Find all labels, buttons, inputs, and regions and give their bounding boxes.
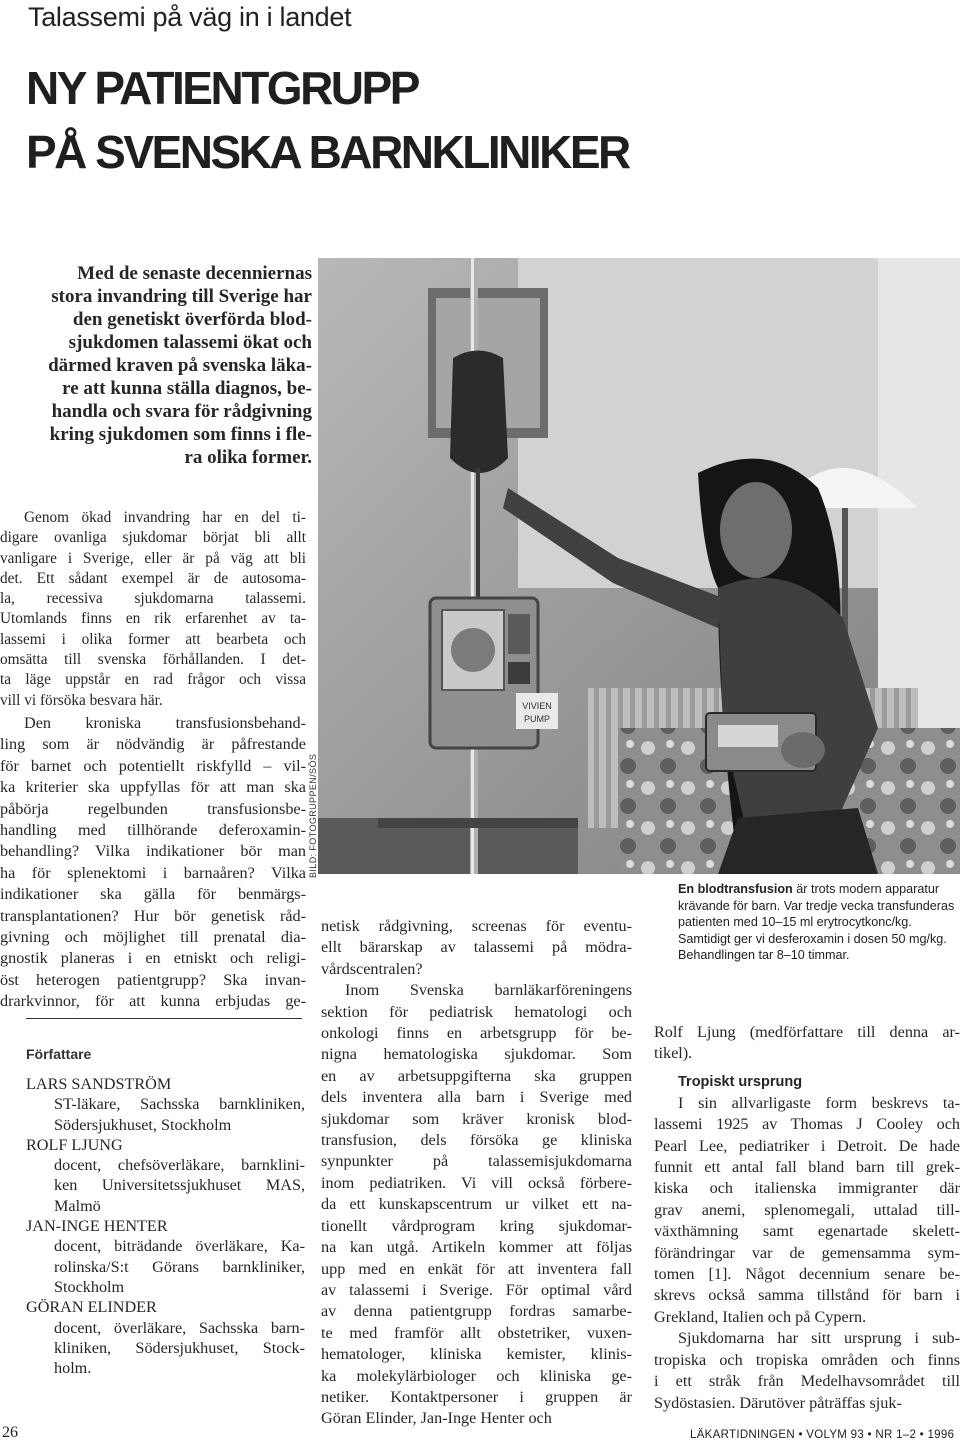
intro-line: det. Ett sådant exempel är de autosoma- xyxy=(0,569,306,587)
author-affiliation: holm. xyxy=(54,1359,92,1378)
col2-line: sektion för pediatrisk hematologi och xyxy=(321,1002,632,1021)
col2-line: nigna hematologiska sjukdomar. Som xyxy=(321,1045,632,1064)
author-list xyxy=(0,1074,305,1378)
author-affiliation: Malmö xyxy=(54,1196,101,1215)
lead-line: re att kunna ställa diagnos, be- xyxy=(62,378,312,399)
author-divider xyxy=(26,1018,302,1019)
col2-line: sjukdomar som kräver kronisk blod- xyxy=(321,1109,632,1128)
col1-line: handling med tillhörande deferoxamin- xyxy=(0,821,306,840)
intro-line: digare ovanliga sjukdomar börjat bli allt xyxy=(0,529,306,547)
page-number: 26 xyxy=(2,1424,18,1441)
col3body-line: I sin allvarligaste form beskrevs ta- xyxy=(678,1093,960,1112)
col1-line: gnostik planeras i en etniskt och religi- xyxy=(0,949,306,968)
col3body-line: växthämning samt egenartade skelett- xyxy=(654,1222,960,1241)
col1-line: transplantationen? Hur bör genetisk råd- xyxy=(0,906,306,925)
photo-credit: BILD: FOTOGRUPPEN/SÖS xyxy=(308,753,318,878)
col3body-line: förändringar var de gemensamma sym- xyxy=(654,1243,960,1262)
col3body-line: kiska och italienska immigranter där xyxy=(654,1179,960,1198)
intro-line: lassemi i olika former att bearbeta och xyxy=(0,630,306,648)
col2-line: upp med en enkät för att inventera fall xyxy=(321,1259,632,1278)
author-affiliation: rolinska/S:t Görans barnkliniker, xyxy=(54,1257,305,1276)
col3body-line: funnit ett antal fall bland barn till grek- xyxy=(654,1158,960,1177)
author-affiliation: docent, chefsöverläkare, barnklini- xyxy=(54,1156,305,1175)
caption-text: är trots modern apparatur krävande för barn. Var tredje vecka transfunderas patienten med 10–15 ml erytrocytkonc/kg. Samtidigt ger vi desferoxamin i dosen 50 mg/kg. Behandlingen tar 8–10 timmar. xyxy=(678,882,955,963)
author-affiliation: kliniken, Södersjukhuset, Stock- xyxy=(54,1338,305,1357)
col1-line: ling som är nödvändig är påfrestande xyxy=(0,735,306,754)
headline xyxy=(26,56,629,184)
lead-line: sjukdomen talassemi ökat och xyxy=(68,332,312,353)
kicker: Talassemi på väg in i landet xyxy=(28,2,352,32)
author-affiliation: Stockholm xyxy=(54,1277,125,1296)
intro-line: omsätta till svenska förhållanden. I det- xyxy=(0,651,306,669)
col3body-line: tomen [1]. Något decennium senare be- xyxy=(654,1265,960,1284)
authors-heading: Författare xyxy=(26,1046,92,1062)
col2-line: transfusion, dels försöka ge kliniska xyxy=(321,1131,632,1150)
intro-line: vanligare i Sverige, eller är på väg att bli xyxy=(0,549,306,567)
col1-line: givning och möjlighet till prenatal dia- xyxy=(0,928,306,947)
body-column-2 xyxy=(321,916,632,1430)
col3body-line: skrevs också samma tillstånd för barn i xyxy=(654,1286,960,1305)
col2-line: inom pediatriken. Vi vill också förbere- xyxy=(321,1173,632,1192)
lead-line: kring sjukdomen som finns i fle- xyxy=(49,424,312,445)
col1-line: ha för splenektomi i barnaåren? Vilka xyxy=(0,863,306,882)
pump-label-2: PUMP xyxy=(523,714,551,724)
author-affiliation: Södersjukhuset, Stockholm xyxy=(54,1115,232,1134)
col1-line: påbörja regelbunden transfusionsbe- xyxy=(0,799,306,818)
photo-caption xyxy=(678,881,960,964)
col2-line: hematologer, kliniska kemister, klinis- xyxy=(321,1345,632,1364)
author-affiliation: ken Universitetssjukhuset MAS, xyxy=(54,1176,305,1195)
col2-line: en av arbetsuppgifterna ska gruppen xyxy=(321,1066,632,1085)
author-name: LARS SANDSTRÖM xyxy=(26,1075,172,1093)
intro-paragraph xyxy=(0,508,306,711)
col3-body xyxy=(654,1093,960,1414)
author-name: JAN-INGE HENTER xyxy=(26,1217,168,1236)
lead-line: handla och svara för rådgivning xyxy=(51,401,312,422)
pump-label-1: VIVIEN xyxy=(522,701,552,711)
col2-line: av denna patientgrupp fordras samarbe- xyxy=(321,1302,632,1321)
col1-line: Den kroniska transfusionsbehand- xyxy=(24,714,306,732)
col3body-line: lassemi 1925 av Thomas J Cooley och xyxy=(654,1115,960,1134)
col2-line: netiker. Kontaktpersoner i gruppen är xyxy=(321,1387,632,1406)
col2-line: ka molekylärbiologer och kliniska ge- xyxy=(321,1366,632,1385)
body-column-3 xyxy=(654,1022,960,1414)
col2-line: dels inventera alla barn i Sverige med xyxy=(321,1088,632,1107)
col2-line: netisk rådgivning, screenas för eventu- xyxy=(321,917,632,935)
intro-line: Utomlands finns en rik erfarenhet av ta- xyxy=(0,610,306,628)
col3body-line: Sydöstasien. Därutöver påträffas sjuk- xyxy=(654,1393,902,1412)
intro-line: Genom ökad invandring har en del ti- xyxy=(24,509,306,526)
col3body-line: Grekland, Italien och på Cypern. xyxy=(654,1307,867,1326)
col2-line: ellt bärarskap av talassemi på mödra- xyxy=(321,938,632,957)
photo-illustration xyxy=(318,258,960,874)
headline-line-1: NY PATIENTGRUPP xyxy=(26,62,418,114)
col3body-line: Pearl Lee, pediatriker i Detroit. De hade xyxy=(654,1136,960,1155)
journal-footer: LÄKARTIDNINGEN • VOLYM 93 • NR 1–2 • 1996 xyxy=(690,1429,955,1441)
subheading: Tropiskt ursprung xyxy=(678,1073,803,1090)
lead-line: Med de senaste decenniernas xyxy=(77,263,312,284)
col1-line: indikationer ska gälla för benmärgs- xyxy=(0,885,306,904)
caption-lead: En blodtransfusion xyxy=(678,882,793,896)
col2-line: te med framför allt obstetriker, vuxen- xyxy=(321,1323,632,1342)
intro-line: ta läge uppstår en rad frågor och vissa xyxy=(0,671,306,689)
body-column-1 xyxy=(0,713,306,1013)
article-photo xyxy=(318,258,960,874)
author-name: ROLF LJUNG xyxy=(26,1135,123,1154)
col3-intro xyxy=(654,1022,960,1065)
col2-line: Inom Svenska barnläkarföreningens xyxy=(345,981,632,1000)
col3intro-line: Rolf Ljung (medförfattare till denna ar- xyxy=(654,1023,960,1041)
col2-line: tionellt vårdprogram kring sjukdomar- xyxy=(321,1216,632,1235)
col2-line: vårdscentralen? xyxy=(321,959,423,978)
author-affiliation: docent, biträdande överläkare, Ka- xyxy=(54,1237,305,1256)
col2-line: synpunkter på talassemisjukdomarna xyxy=(321,1152,632,1171)
lead-line: den genetiskt överförda blod- xyxy=(72,309,312,330)
lead-line: därmed kraven på svenska läka- xyxy=(48,355,312,376)
lead-paragraph xyxy=(0,262,312,469)
col3intro-line: tikel). xyxy=(654,1044,693,1063)
col1-line: drarkvinnor, för att kunna erbjudas ge- xyxy=(0,992,306,1011)
lead-line: ra olika former. xyxy=(184,447,312,468)
col1-line: öst heterogen patientgrupp? Ska invan- xyxy=(0,970,306,989)
col2-line: da ett kunskapscentrum ur vilket ett na- xyxy=(321,1195,632,1214)
author-name: GÖRAN ELINDER xyxy=(26,1298,157,1317)
col1-line: behandling? Vilka indikationer bör man xyxy=(0,842,306,861)
intro-line: la, recessiva sjukdomarna talassemi. xyxy=(0,590,306,608)
col1-line: ka kriterier ska uppfyllas för att man ska xyxy=(0,778,306,797)
col3body-line: i ett stråk från Medelhavsområdet till xyxy=(654,1372,960,1391)
col2-line: Göran Elinder, Jan-Inge Henter och xyxy=(321,1409,552,1428)
col2-line: na kan utgå. Artikeln kommer att följas xyxy=(321,1238,632,1257)
col3body-line: Sjukdomarna har sitt ursprung i sub- xyxy=(678,1329,960,1348)
col3body-line: grav anemi, splenomegali, uttalad till- xyxy=(654,1200,960,1219)
col2-line: onkologi finns en arbetsgrupp för be- xyxy=(321,1024,632,1043)
intro-line: vill vi försöka besvara här. xyxy=(0,691,163,709)
col2-line: av talassemi i Sverige. För optimal vård xyxy=(321,1280,632,1299)
author-affiliation: ST-läkare, Sachsska barnkliniken, xyxy=(54,1095,305,1114)
lead-line: stora invandring till Sverige har xyxy=(51,286,312,307)
author-affiliation: docent, överläkare, Sachsska barn- xyxy=(54,1318,305,1337)
col3body-line: tropiska och tropiska områden och finns xyxy=(654,1350,960,1369)
headline-line-2: PÅ SVENSKA BARNKLINIKER xyxy=(26,126,629,178)
col1-line: för barnet och potentiellt riskfylld – vil- xyxy=(0,756,306,775)
